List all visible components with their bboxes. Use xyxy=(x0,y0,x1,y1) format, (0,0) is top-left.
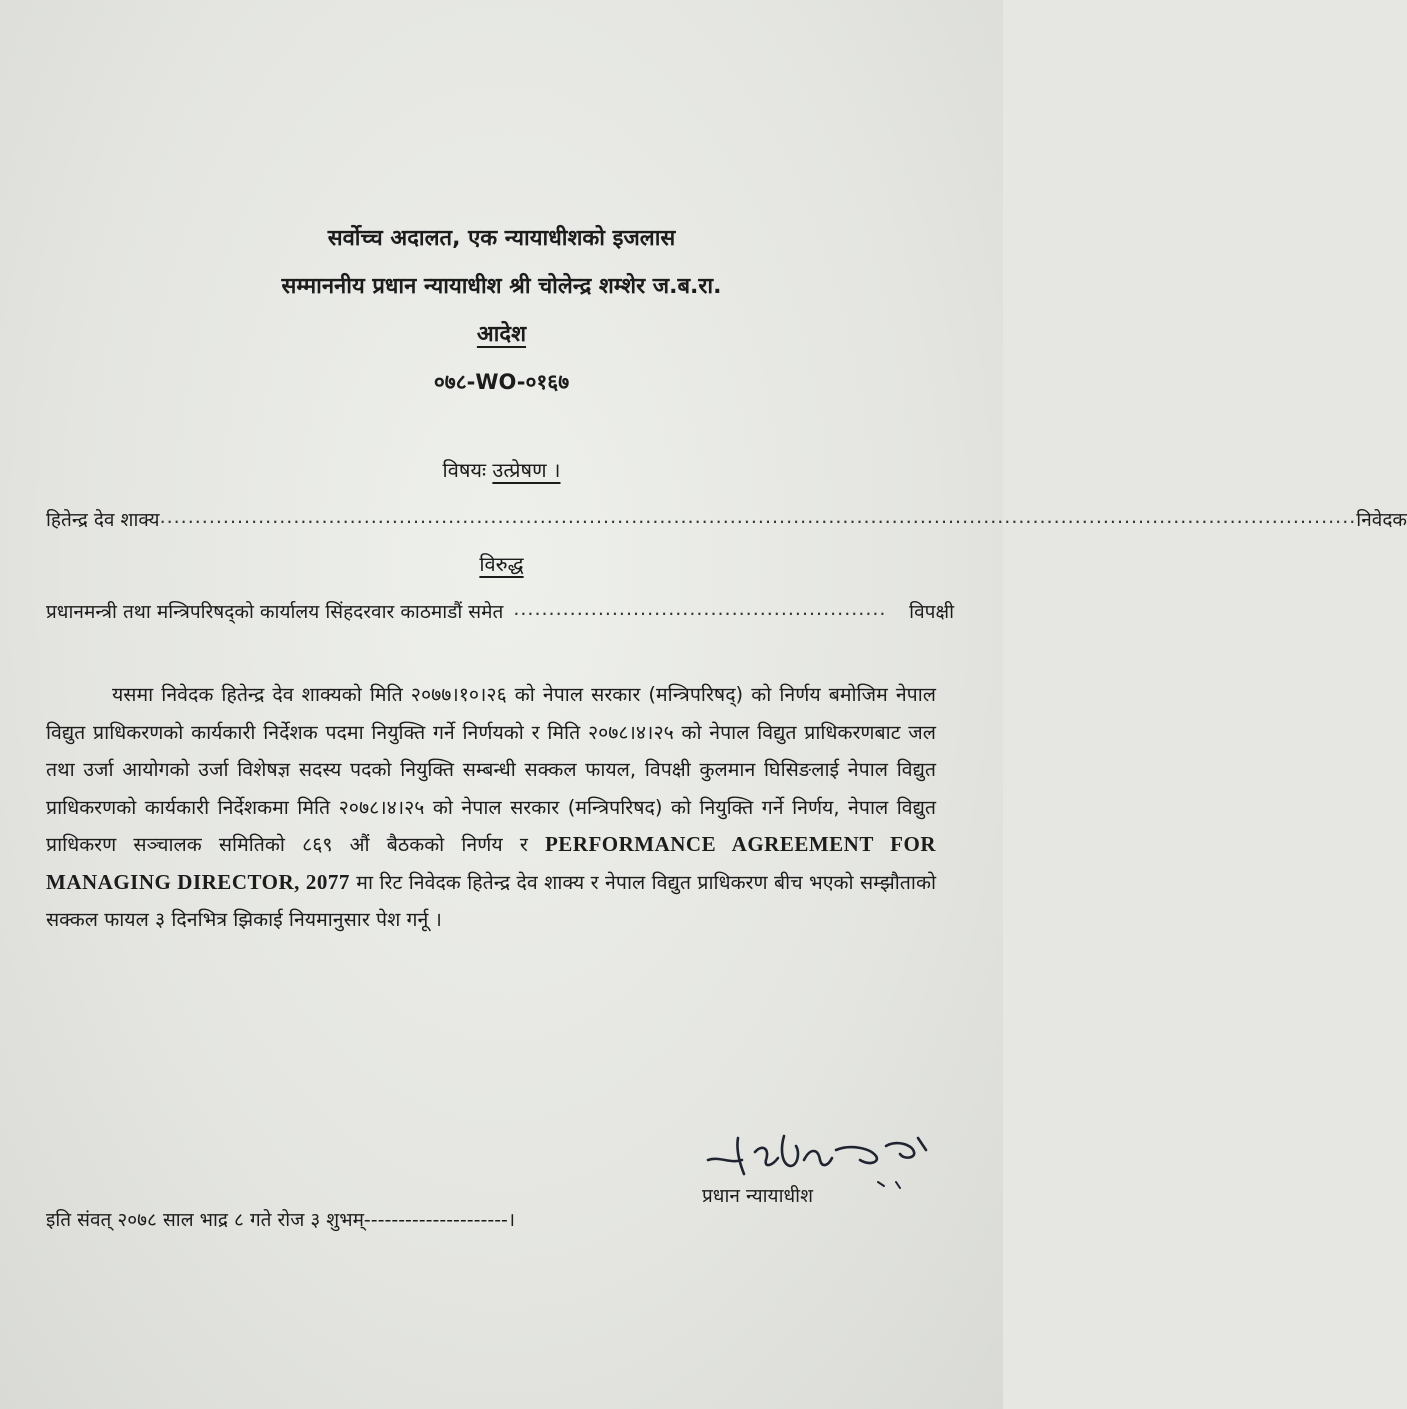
petitioner-dots: .......................................................................................................................................................................... xyxy=(159,506,1357,528)
subject-value: उत्प्रेषण । xyxy=(492,458,561,482)
petitioner-role: निवेदक xyxy=(1356,509,1407,531)
case-number: ०७८-WO-०१६७ xyxy=(433,370,570,394)
signature-label: प्रधान न्यायाधीश xyxy=(702,1185,814,1207)
order-body xyxy=(46,676,936,939)
respondent-name: प्रधानमन्त्री तथा मन्त्रिपरिषद्को कार्यालय सिंहदरवार काठमाडौं समेत xyxy=(46,601,504,623)
handwritten-signature xyxy=(700,1130,930,1190)
petitioner-line xyxy=(46,506,1407,532)
respondent-role: विपक्षी xyxy=(909,601,954,623)
closing-line: इति संवत् २०७८ साल भाद्र ८ गते रोज ३ शुभम्---------------------। xyxy=(46,1209,516,1231)
order-title-text: आदेश xyxy=(476,322,527,347)
versus-text: विरुद्ध xyxy=(479,552,524,576)
respondent-line xyxy=(46,598,954,624)
subject-label: विषयः xyxy=(442,458,487,482)
respondent-dots: ..................................................... xyxy=(513,598,887,620)
judge-heading: सम्माननीय प्रधान न्यायाधीश श्री चोलेन्द्र शम्शेर ज.ब.रा. xyxy=(281,274,722,299)
versus-heading xyxy=(0,550,1003,577)
body-text-bold: PERFORMANCE AGREEMENT FOR MANAGING DIRECTOR, 2077 xyxy=(46,832,936,894)
body-text-before: यसमा निवेदक हितेन्द्र देव शाक्यको मिति २०७७।१०।२६ को नेपाल सरकार (मन्त्रिपरिषद्) को निर्णय बमोजिम नेपाल विद्युत प्राधिकरणको कार्यकारी निर्देशक पदमा नियुक्ति गर्ने निर्णयको र मिति २०७८।४।२५ को नेपाल विद्युत प्राधिकरणबाट जल तथा उर्जा आयोगको उर्जा विशेषज्ञ सदस्य पदको नियुक्ति सम्बन्धी सक्कल फायल, विपक्षी कुलमान घिसिङलाई नेपाल विद्युत प्राधिकरणको कार्यकारी निर्देशकमा मिति २०७८।४।२५ को नेपाल सरकार (मन्त्रिपरिषद) को नियुक्ति गर्ने निर्णय, नेपाल विद्युत प्राधिकरण सञ्चालक समितिको ८६९ औं बैठकको निर्णय र xyxy=(46,683,936,856)
court-heading: सर्वोच्च अदालत, एक न्यायाधीशको इजलास xyxy=(327,226,676,251)
subject-line xyxy=(0,456,1003,483)
body-text-after: मा रिट निवेदक हितेन्द्र देव शाक्य र नेपाल विद्युत प्राधिकरण बीच भएको सम्झौताको सक्कल फायल ३ दिनभित्र झिकाई नियमानुसार पेश गर्नू । xyxy=(46,870,936,931)
petitioner-name: हितेन्द्र देव शाक्य xyxy=(46,509,160,531)
order-paragraph xyxy=(46,676,936,939)
order-title xyxy=(0,318,1003,348)
